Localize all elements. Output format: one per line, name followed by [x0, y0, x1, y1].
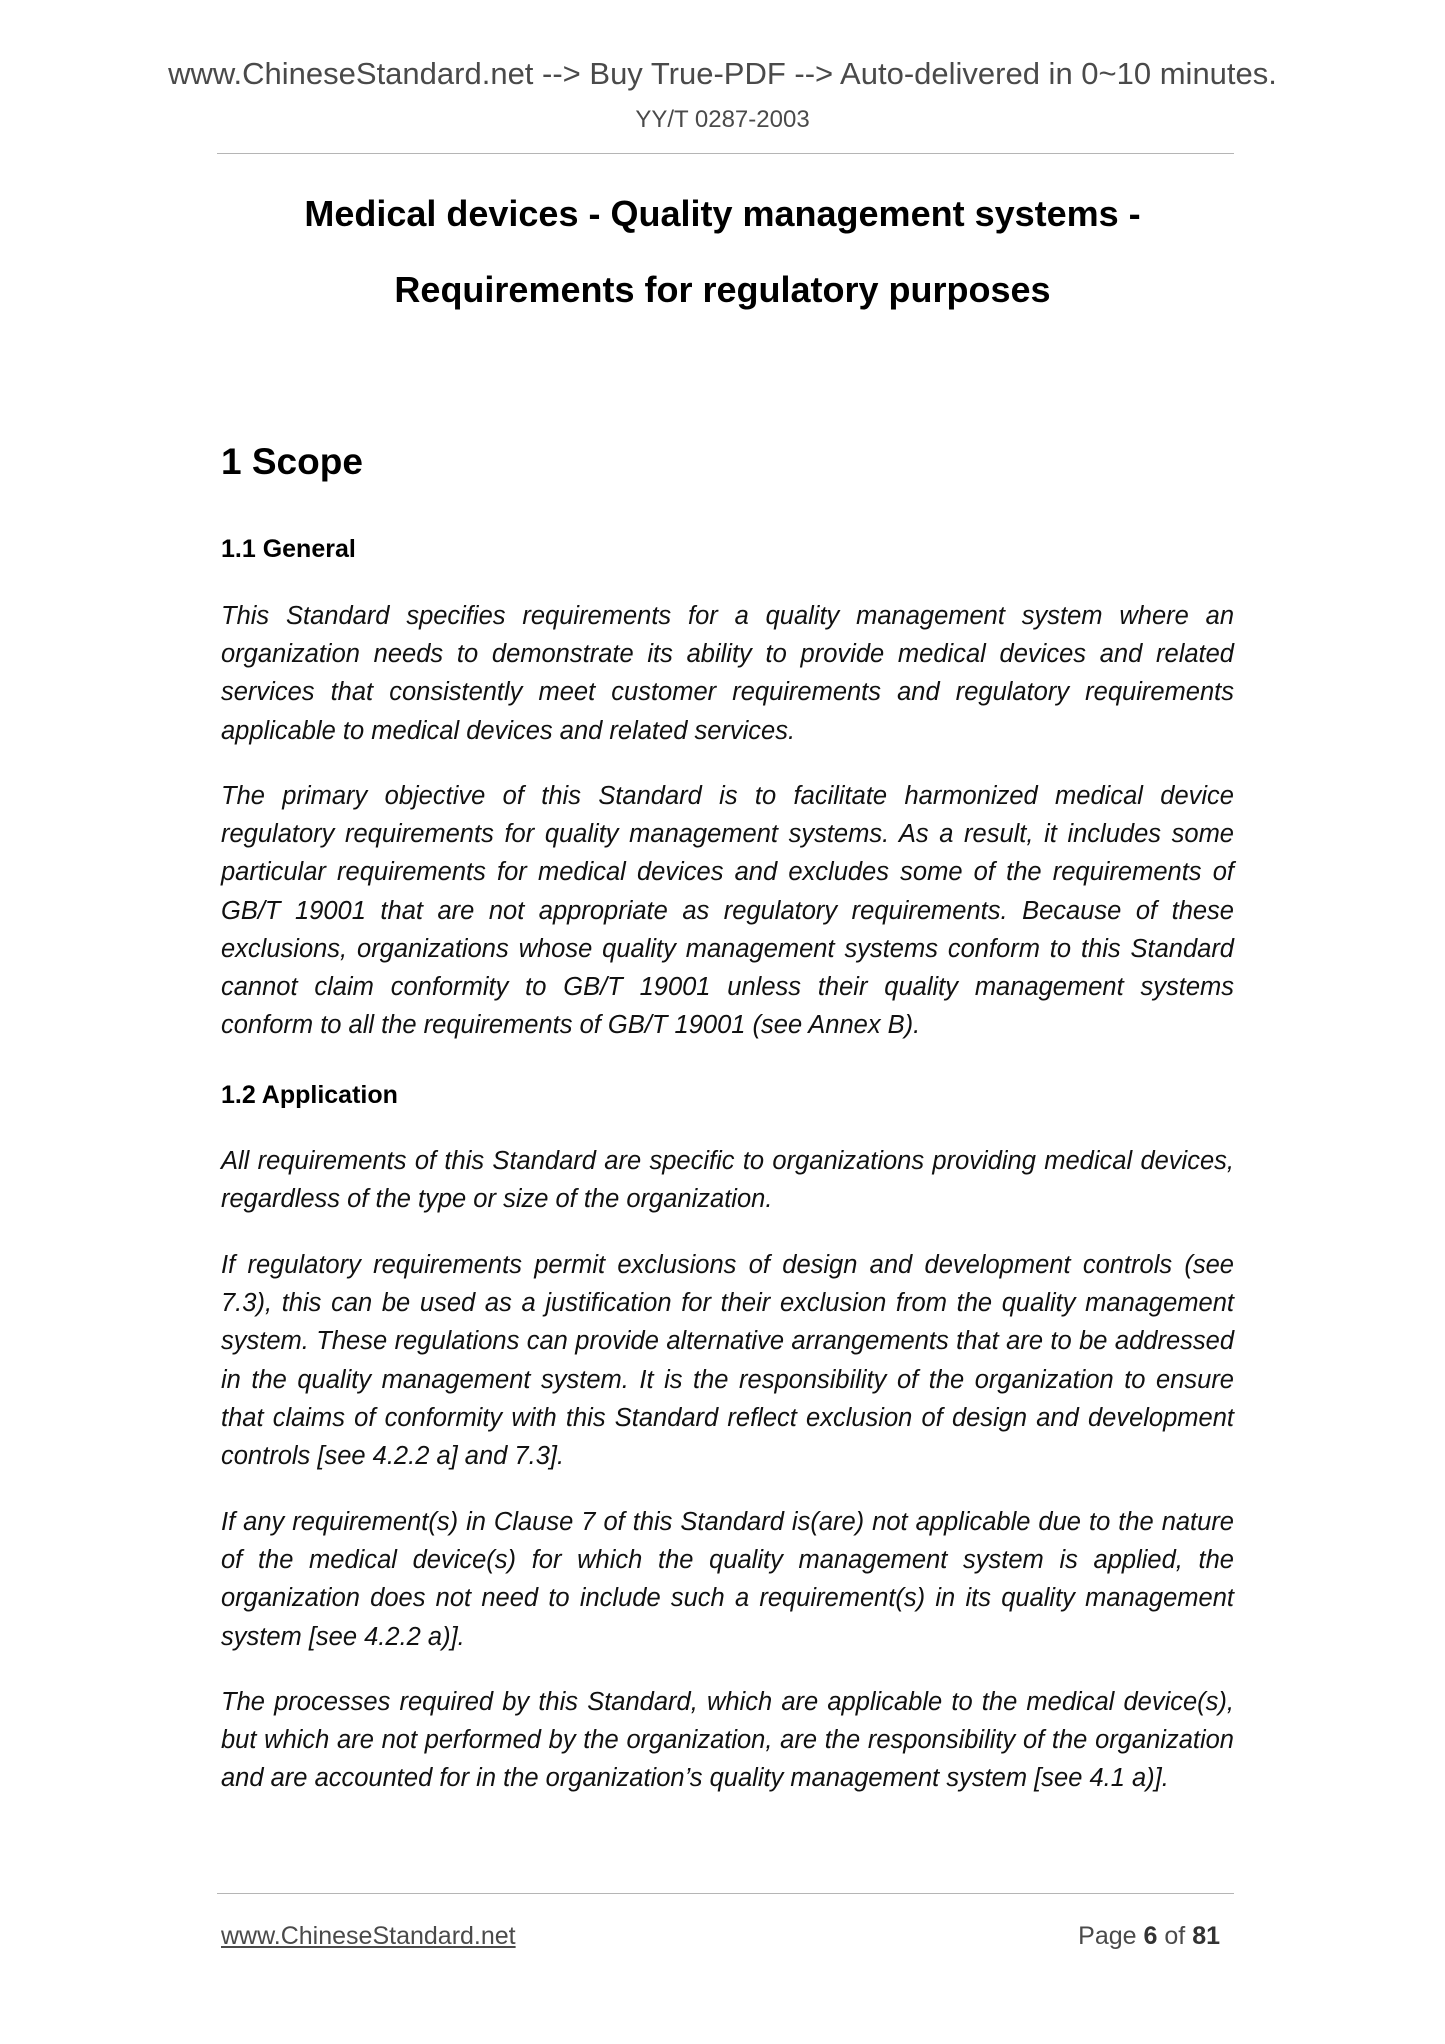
- footer-divider: [217, 1893, 1234, 1894]
- paragraph-application-1: All requirements of this Standard are specific to organizations providing medical devices, regardless of the type or size of the organization.: [221, 1147, 1234, 1214]
- section-heading-scope: 1 Scope: [221, 441, 363, 482]
- subsection-heading-general: 1.1 General: [221, 535, 356, 563]
- paragraph-application-4: The processes required by this Standard, which are applicable to the medical device(s), but which are not performed by the organization, are the responsibility of the organization and are accounted for in the organization’s quality management system [see 4.1 a)].: [221, 1688, 1234, 1793]
- paragraph-general-1: This Standard specifies requirements for a quality management system where an organization needs to demonstrate its ability to provide medical devices and related services that consistently meet customer requirements and regulatory requirements applicable to medical devices and related services.: [221, 602, 1234, 745]
- document-title-line-1: Medical devices - Quality management systems -: [304, 193, 1141, 234]
- page-label: Page: [1078, 1922, 1137, 1950]
- paragraph-application-3: If any requirement(s) in Clause 7 of this Standard is(are) not applicable due to the nature of the medical device(s) for which the quality management system is applied, the organization does not need to include such a requirement(s) in its quality management system [see 4.2.2 a)].: [221, 1508, 1234, 1651]
- page-of-label: of: [1164, 1922, 1186, 1950]
- subsection-heading-application: 1.2 Application: [221, 1081, 398, 1109]
- paragraph-application-2: If regulatory requirements permit exclusions of design and development controls (see 7.3), this can be used as a justification for their exclusion from the quality management system. These regulations can provide alternative arrangements that are to be addressed in the quality management system. It is the responsibility of the organization to ensure that claims of conformity with this Standard reflect exclusion of design and development controls [see 4.2.2 a] and 7.3].: [221, 1251, 1234, 1471]
- footer-website-link[interactable]: www.ChineseStandard.net: [221, 1922, 516, 1950]
- header-banner: www.ChineseStandard.net --> Buy True-PDF --> Auto-delivered in 0~10 minutes.: [168, 56, 1277, 91]
- document-id: YY/T 0287-2003: [635, 106, 810, 133]
- page-total: 81: [1192, 1922, 1220, 1950]
- page-number: [1078, 1921, 1220, 1951]
- page-current: 6: [1143, 1922, 1158, 1950]
- paragraph-general-2: The primary objective of this Standard is to facilitate harmonized medical device regulatory requirements for quality management systems. As a result, it includes some particular requirements for medical devices and excludes some of the requirements of GB/T 19001 that are not appropriate as regulatory requirements. Because of these exclusions, organizations whose quality management systems conform to this Standard cannot claim conformity to GB/T 19001 unless their quality management systems conform to all the requirements of GB/T 19001 (see Annex B).: [221, 782, 1234, 1040]
- header-divider: [217, 153, 1234, 154]
- document-title-line-2: Requirements for regulatory purposes: [394, 269, 1051, 310]
